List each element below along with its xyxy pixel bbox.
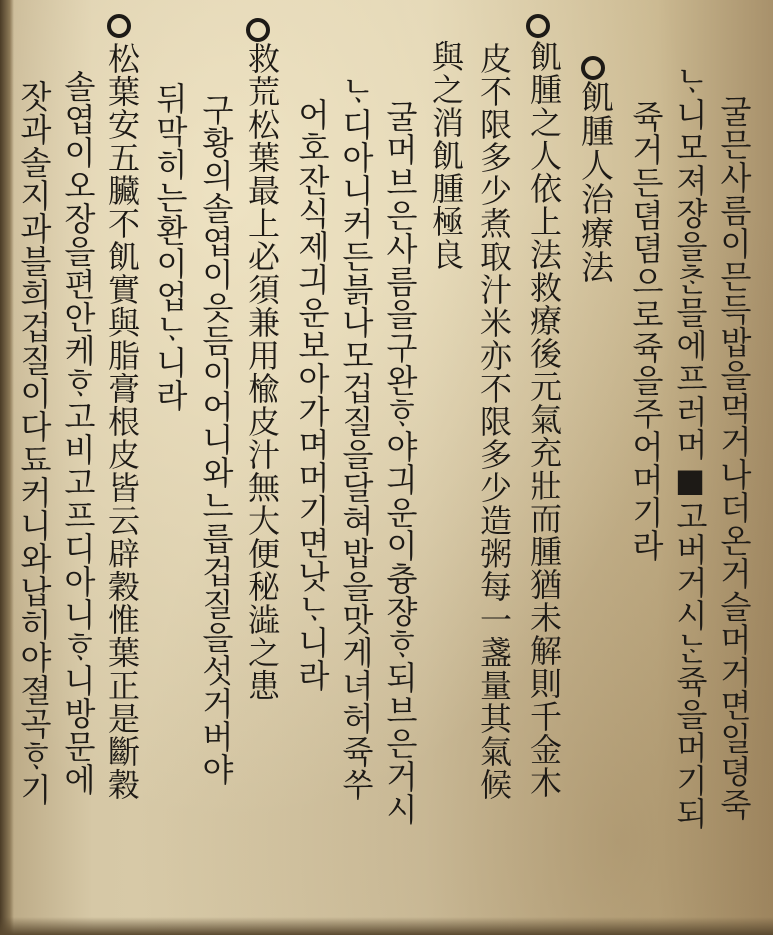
page-bottom-edge [0, 917, 773, 935]
text-column-1: 굴믄사름이믄득밥을먹거나더온거슬머거면일뎡죽 [715, 95, 753, 821]
text-column-12: 구황의솔엽이읏듬이어니와느릅겁질을섯거버야 [197, 93, 235, 786]
text-column-9: ᄂᆞ디아니커든븕나모겁질을달혀밥을맛게녀허쥭쑤 [337, 75, 375, 801]
text-column-14: 松葉安五臟不飢實與脂膏根皮皆云辟穀惟葉正是斷穀 [103, 42, 141, 801]
text-column-11: 救荒松葉最上必須兼用楡皮汁無大便秘澁之患 [243, 42, 281, 702]
text-column-8: 굴머브은사름을구완ᄒᆞ야긔운이츙쟝ᄒᆞ되브은거시 [381, 100, 419, 826]
text-column-16: 잣과솔지과블희겁질이다됴커니와납히야졀곡ᄒᆞ기 [15, 80, 53, 806]
text-column-7: 與之消飢腫極良 [427, 40, 465, 271]
section-marker-circle [581, 56, 605, 80]
text-column-2: ᄂᆞ니모져쟝을ᄎᆞᆫ믈에프러머■고버거시ᄂᆞᆫ쥭을머기되 [671, 65, 709, 830]
text-column-10: 어호잔식제긔운보아가며머기면낫ᄂᆞ니라 [293, 98, 331, 692]
section-marker-circle [526, 14, 550, 38]
section-marker-circle [107, 14, 131, 38]
text-column-6: 皮不限多少煮取汁米亦不限多少造粥每一盞量其氣候 [475, 42, 513, 801]
section-heading: 飢腫人治療法 [576, 80, 615, 284]
text-column-13: 뒤막히는환이업ᄂᆞ니라 [151, 82, 189, 412]
section-marker-circle [246, 18, 270, 42]
text-column-15: 솔엽이오장을편안케ᄒᆞ고비고프디아니ᄒᆞ니방문에 [59, 70, 97, 796]
text-column-3: 쥭거든뎜뎜으로쥭을주어머기라 [627, 100, 665, 562]
text-column-5: 飢腫之人依上法救療後元氣充壯而腫猶未解則千金木 [525, 40, 563, 799]
